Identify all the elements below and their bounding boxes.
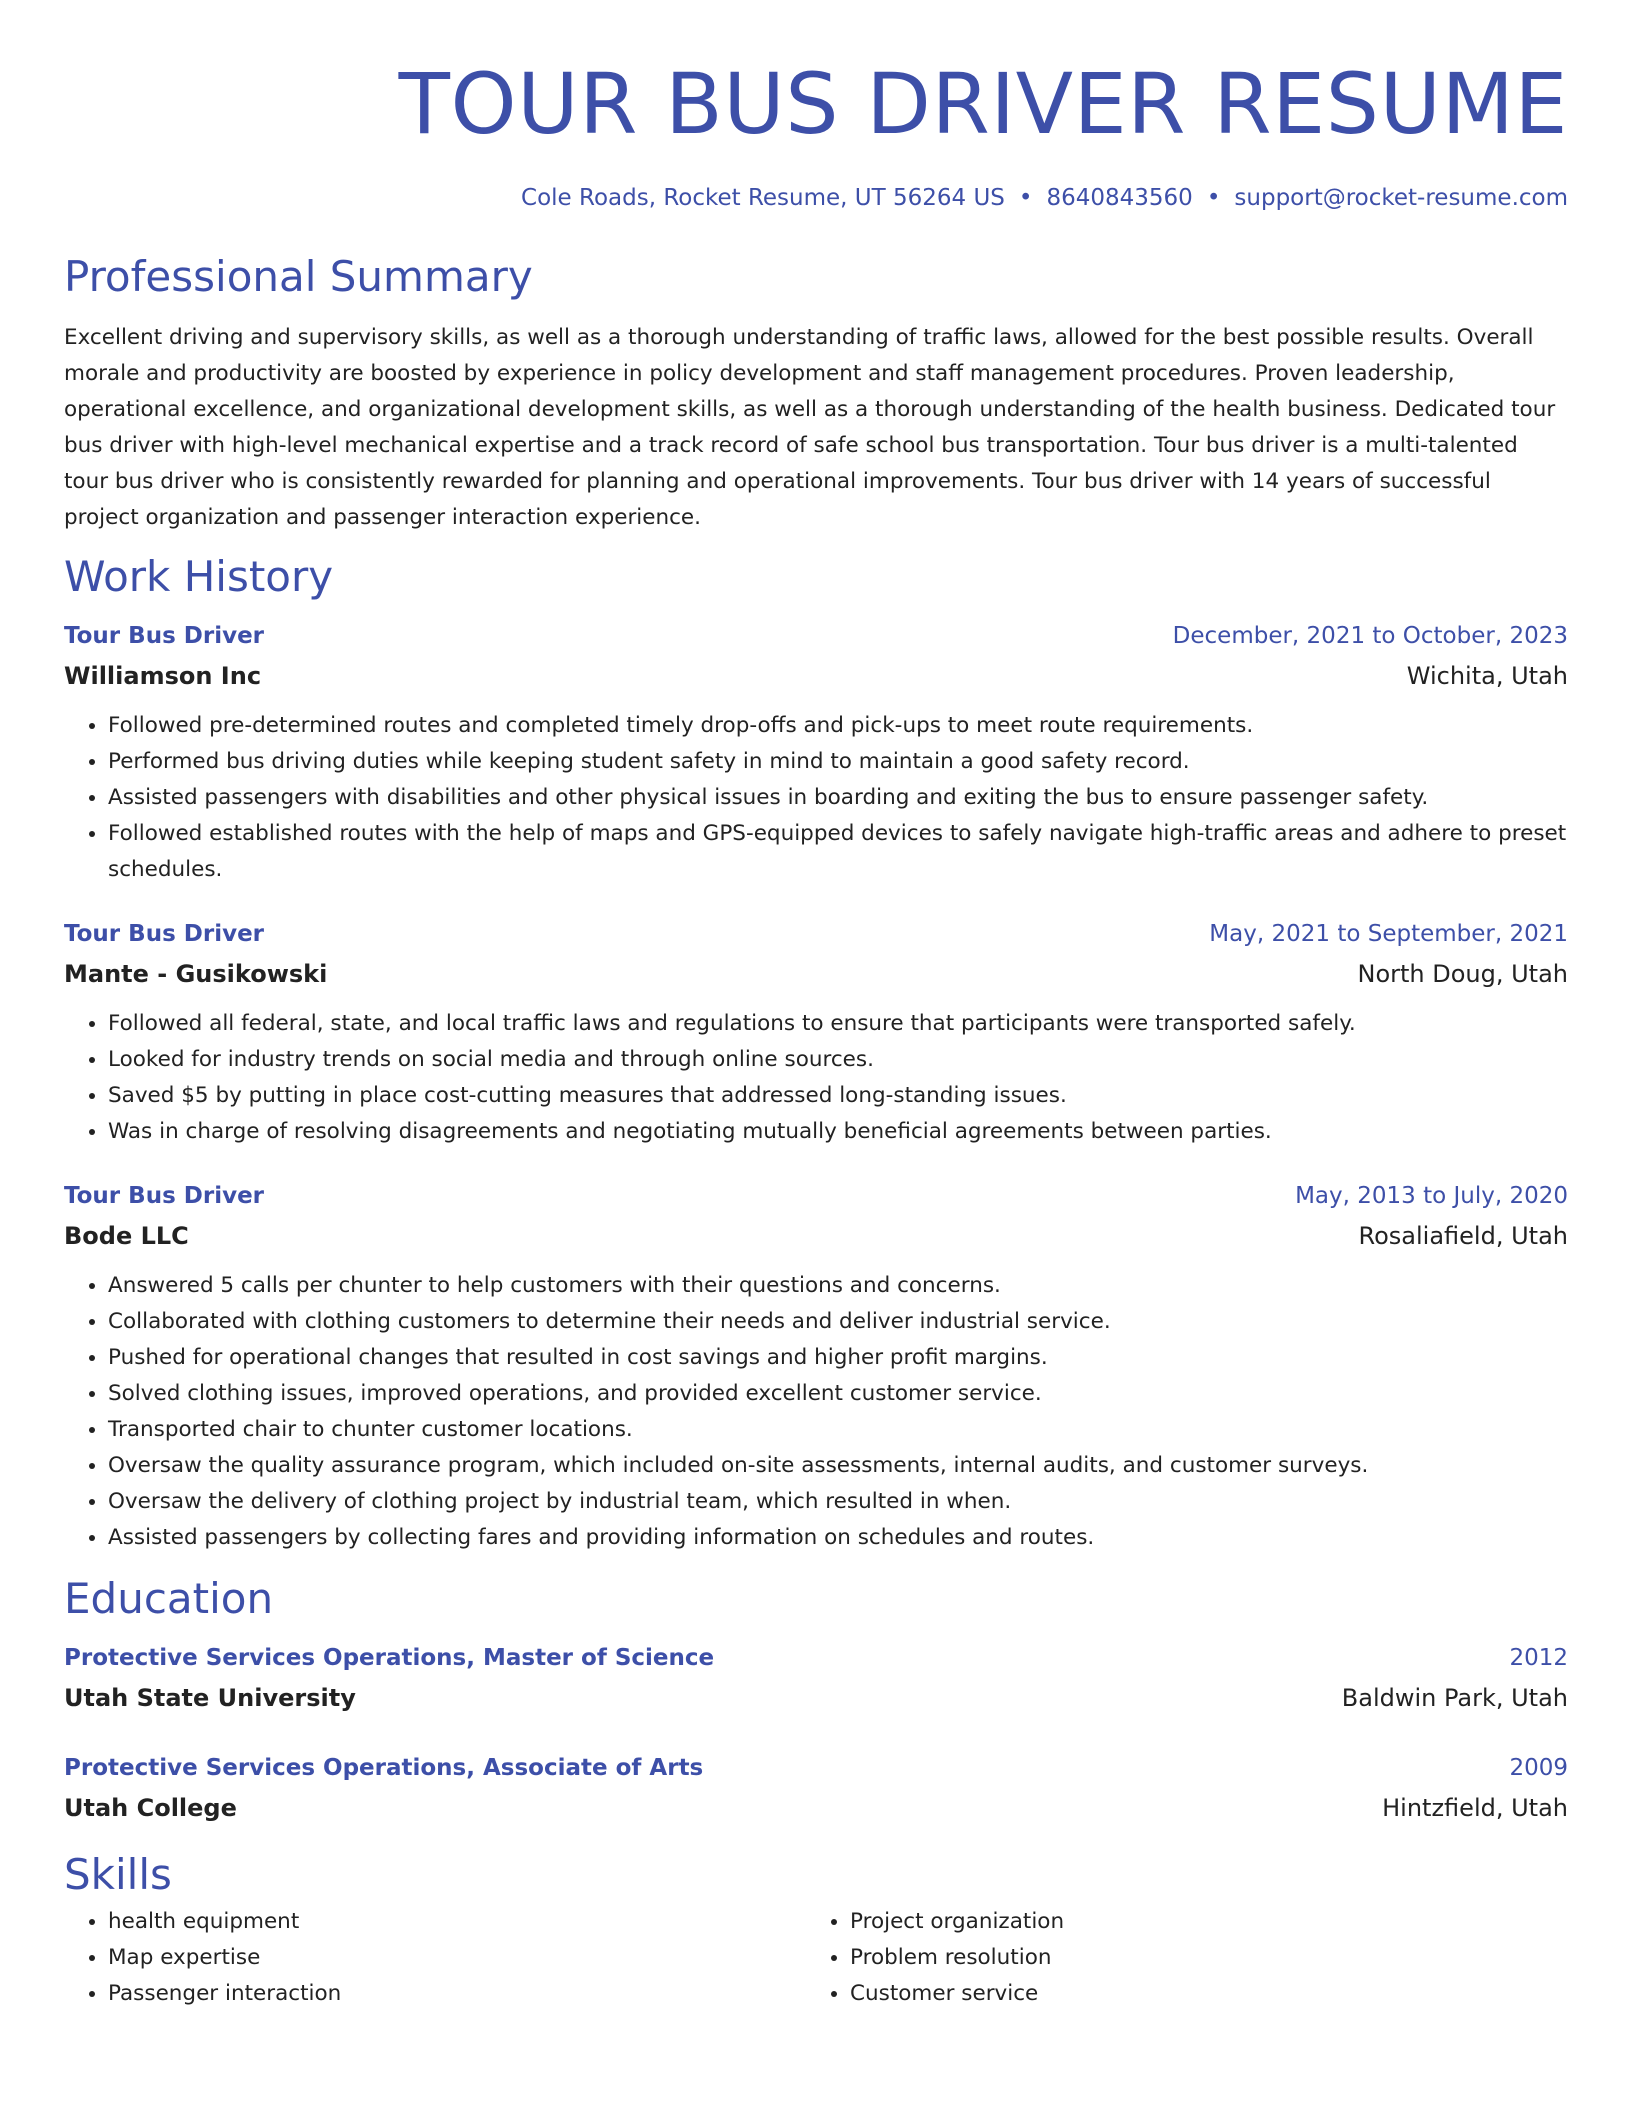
work-history-heading: Work History <box>64 552 334 601</box>
education-location: Baldwin Park, Utah <box>1341 1684 1568 1712</box>
contact-email: support@rocket-resume.com <box>1234 185 1568 211</box>
job-entry <box>64 616 1568 888</box>
contact-line <box>64 182 1568 214</box>
job-dates: May, 2021 to September, 2021 <box>1209 921 1568 947</box>
job-entry <box>64 914 1568 1150</box>
education-year: 2012 <box>1509 1645 1568 1671</box>
skill-item: • Map expertise <box>108 1940 806 1976</box>
job-location: Wichita, Utah <box>1406 662 1568 690</box>
education-entry <box>64 1748 1568 1828</box>
job-bullet: • Assisted passengers by collecting fares and providing information on schedules and routes. <box>108 1520 1568 1556</box>
skills-column-right <box>806 1904 1548 2012</box>
education-location: Hintzfield, Utah <box>1382 1794 1568 1822</box>
education-entry <box>64 1638 1568 1718</box>
job-title: Tour Bus Driver <box>64 1183 265 1209</box>
contact-separator: • <box>1206 185 1221 211</box>
job-bullet: • Oversaw the quality assurance program, which included on-site assessments, internal audits, and customer surveys. <box>108 1448 1568 1484</box>
job-bullet: • Transported chair to chunter customer locations. <box>108 1412 1568 1448</box>
skill-item: • health equipment <box>108 1904 806 1940</box>
job-company: Williamson Inc <box>64 662 262 690</box>
education-heading: Education <box>64 1574 274 1623</box>
contact-separator: • <box>1018 185 1033 211</box>
job-bullet: • Oversaw the delivery of clothing project by industrial team, which resulted in when. <box>108 1484 1568 1520</box>
education-school: Utah College <box>64 1794 237 1822</box>
skills-heading: Skills <box>64 1850 172 1899</box>
job-bullet: • Looked for industry trends on social media and through online sources. <box>108 1042 1568 1078</box>
summary-text: Excellent driving and supervisory skills, as well as a thorough understanding of traffic laws, allowed for the best possible results. Overall morale and productivity are boosted by experience in policy development and staff management procedures. Proven leadership, operational excellence, and organizational development skills, as well as a thorough understanding of the health business. Dedicated tour bus driver with high-level mechanical expertise and a track record of safe school bus transportation. Tour bus driver is a multi-talented tour bus driver who is consistently rewarded for planning and operational improvements. Tour bus driver with 14 years of successful project organization and passenger interaction experience. <box>64 325 1556 530</box>
job-bullets <box>64 1006 1568 1150</box>
job-bullet: • Was in charge of resolving disagreements and negotiating mutually beneficial agreements between parties. <box>108 1114 1568 1150</box>
job-dates: May, 2013 to July, 2020 <box>1295 1183 1568 1209</box>
skills-column-left <box>64 1904 806 2012</box>
job-title: Tour Bus Driver <box>64 623 265 649</box>
skill-item: • Problem resolution <box>850 1940 1548 1976</box>
job-company: Bode LLC <box>64 1222 189 1250</box>
job-entry <box>64 1176 1568 1556</box>
job-bullet: • Answered 5 calls per chunter to help customers with their questions and concerns. <box>108 1268 1568 1304</box>
resume-title: TOUR BUS DRIVER RESUME <box>398 55 1568 153</box>
skill-item: • Passenger interaction <box>108 1976 806 2012</box>
job-location: North Doug, Utah <box>1357 960 1568 988</box>
skill-item: • Customer service <box>850 1976 1548 2012</box>
skills-list <box>64 1904 1568 2012</box>
education-degree: Protective Services Operations, Master of Science <box>64 1645 715 1671</box>
skill-item: • Project organization <box>850 1904 1548 1940</box>
education-school: Utah State University <box>64 1684 356 1712</box>
job-bullet: • Solved clothing issues, improved operations, and provided excellent customer service. <box>108 1376 1568 1412</box>
job-bullet: • Collaborated with clothing customers to determine their needs and deliver industrial service. <box>108 1304 1568 1340</box>
job-bullet: • Assisted passengers with disabilities and other physical issues in boarding and exiting the bus to ensure passenger safety. <box>108 780 1568 816</box>
job-bullets <box>64 1268 1568 1556</box>
job-bullet: • Followed all federal, state, and local traffic laws and regulations to ensure that participants were transported safely. <box>108 1006 1568 1042</box>
job-bullet: • Followed pre-determined routes and completed timely drop-offs and pick-ups to meet route requirements. <box>108 708 1568 744</box>
job-dates: December, 2021 to October, 2023 <box>1172 623 1568 649</box>
job-bullets <box>64 708 1568 888</box>
job-location: Rosaliafield, Utah <box>1358 1222 1568 1250</box>
job-bullet: • Followed established routes with the help of maps and GPS-equipped devices to safely navigate high-traffic areas and adhere to preset schedules. <box>108 816 1568 888</box>
job-bullet: • Saved $5 by putting in place cost-cutting measures that addressed long-standing issues. <box>108 1078 1568 1114</box>
job-bullet: • Pushed for operational changes that resulted in cost savings and higher profit margins. <box>108 1340 1568 1376</box>
summary-heading: Professional Summary <box>64 252 533 301</box>
job-company: Mante - Gusikowski <box>64 960 328 988</box>
education-year: 2009 <box>1509 1755 1568 1781</box>
resume-page <box>64 0 1568 2012</box>
education-degree: Protective Services Operations, Associate of Arts <box>64 1755 704 1781</box>
job-title: Tour Bus Driver <box>64 921 265 947</box>
contact-phone: 8640843560 <box>1046 185 1193 211</box>
contact-address: Cole Roads, Rocket Resume, UT 56264 US <box>521 185 1005 211</box>
job-bullet: • Performed bus driving duties while keeping student safety in mind to maintain a good safety record. <box>108 744 1568 780</box>
